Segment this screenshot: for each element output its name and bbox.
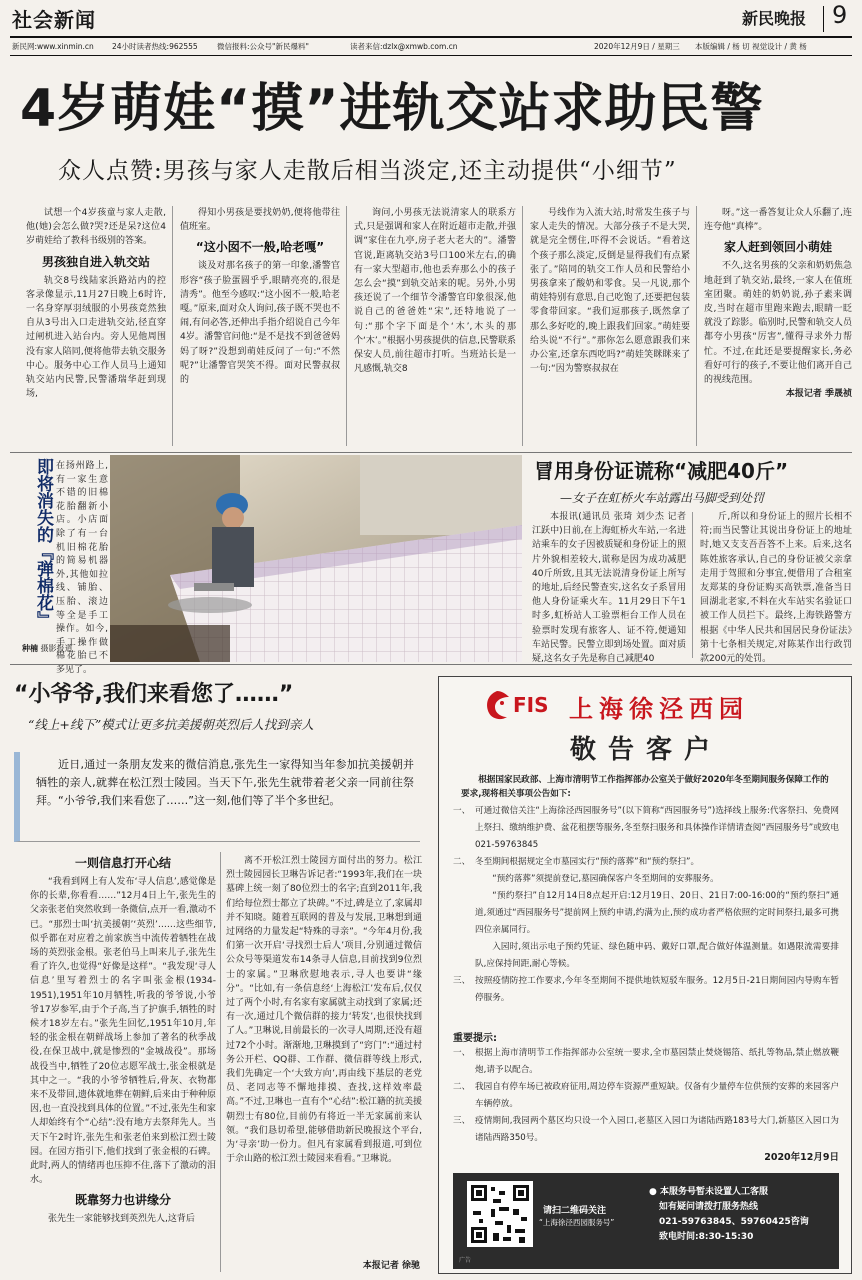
cotton-photo-illustration	[110, 455, 522, 662]
ad-intro: 根据国家民政部、上海市清明节工作指挥部办公室关于做好2020年冬至期间服务保障工作的要求,现将相关事项公告如下:	[461, 775, 829, 799]
ad-list-item	[453, 854, 839, 871]
lead-col-1	[26, 206, 166, 450]
veteran-subhead-1: 一则信息打开心结	[74, 856, 171, 870]
ad-contact	[649, 1185, 835, 1245]
col-divider	[172, 206, 173, 446]
lead-text-3: 询问,小男孩无法说清家人的联系方式,只是强调和家人在附近超市走散,并强调“家住在九亭,房子老大老大的”。潘警官说,距离轨交站3号口100米左右,的确有一家大型超市,他也丢弃那么小的孩子怎么会“摸”到轨交站来的呢。另外,小男孩还说了一个细节令潘警官印象很深,他说自己的爸爸姓“宋”,还特地说了一句:“那个字下面是个‘木’,木头的那个‘木’。”根据小男孩提供的信息,民警联系保安人员,前往超市打听。当班站长是一凡感慨,轨交8	[354, 208, 516, 375]
lead-text-2a: 得知小男孩是要找奶奶,便将他带往值班室。	[180, 208, 340, 233]
ad-list-number	[453, 939, 475, 973]
ad-logo	[483, 689, 553, 723]
page-number: 9	[832, 1, 848, 29]
photo-credit-name: 种楠	[22, 644, 38, 653]
veteran-text-2: 离不开松江烈士陵园方面付出的努力。松江烈士陵园园长卫琳告诉记者:“1993年,我们在一块墓碑上统一刻了80位烈士的名字;直到2011年,我们给每位烈士都立了块碑。”不过,碑是立了,家属却并不知晓。随着互联网的普及与发展,卫琳想到通过网络的力量发起“特殊的寻亲”。“今年4月份,我们第一次开启‘寻找烈士后人’项目,分别通过微信公众号等渠道发布14条寻人信息,目前找到9位烈士的家属。”卫琳欣慰地表示,寻人也要讲“缘分”。“比如,有一条信息经‘上海松江’发布后,仅仅过了两个小时,有名家有家属就主动找到了家属;还有一次,通过几个微信群的接力‘转发’,也很快找到了人。”卫琳说,目前最长的一次寻人周期,还没有超过72个小时。渐渐地,卫琳摸到了“窍门”:“通过村务公开栏、QQ群、工作群、微信群等线上形式,我们先确定一个‘大致方向’,再由线下基层的老党员、老同志等不懈地排摸、查找,这样效率最高。”不过,卫琳也一直有个“心结”:松江籍的抗美援朝烈士有80位,目前仍有将近一半无家属前来认领。“我们恳切希望,能够借助新民晚报这个平台,为‘寻亲’助一份力。但凡有家属看到报道,可到位于佘山路的松江烈士陵园来看看。”卫琳说。	[226, 856, 422, 1165]
ad-items	[453, 803, 839, 1007]
info-bar	[12, 41, 852, 53]
ad-date: 2020年12月9日	[764, 1152, 839, 1163]
lead-intro: 试想一个4岁孩童与家人走散,他(她)会怎么做?哭?还是呆?这位4岁萌娃给了教科书级别的答案。	[26, 208, 166, 247]
ad-list-item	[453, 871, 839, 888]
ad-title: 上海徐泾西园	[569, 695, 749, 723]
contact-line-2: 如有疑问请拨打服务热线	[659, 1202, 759, 1212]
veteran-headline: “小爷爷,我们来看您了……”	[14, 682, 294, 707]
lead-col-2	[180, 206, 340, 450]
info-staff: 本版编辑 / 杨 切 视觉设计 / 黄 杨	[695, 42, 807, 51]
lead-subhead-1: 男孩独自进入轨交站	[41, 254, 150, 269]
qr-caption-2: “上海徐泾西园服务号”	[539, 1218, 615, 1227]
ad-footer	[453, 1173, 839, 1269]
lead-byline: 本报记者 季晟祯	[785, 389, 852, 400]
photo-caption-box	[12, 458, 108, 675]
info-website: 新民网:www.xinmin.cn	[12, 42, 94, 51]
col-divider	[522, 206, 523, 446]
ad-list-item	[453, 973, 839, 1007]
veteran-byline: 本报记者 徐驰	[362, 1261, 420, 1271]
veteran-lead-box	[14, 752, 420, 842]
ad-brand: FIS	[513, 693, 549, 717]
lead-col-5	[704, 206, 852, 450]
ad-list-item	[453, 1045, 839, 1079]
col-divider	[220, 852, 221, 1272]
ad-list-item	[453, 939, 839, 973]
ad-tips-title: 重要提示:	[453, 1033, 497, 1044]
col-divider	[346, 206, 347, 446]
ad-block	[438, 676, 852, 1274]
qr-code	[467, 1181, 533, 1247]
veteran-text-1b: 张先生一家能够找到英烈先人,这背后	[48, 1214, 195, 1225]
paper-name: 新民晚报	[742, 9, 807, 28]
photo-story-body: 在扬州路上,有一家生意不错的旧棉花胎翻新小店。小店面除了有一台机旧棉花胎的简易机器外,其他如拉线、铺胎、压胎、滚边等全是手工操作。如今,手工操作做棉花胎已不多见了。	[56, 461, 108, 675]
ad-list-text: 我园自有停车场已被政府征用,周边停车资源严重短缺。仅备有少量停车位供预约安葬的来园客户车辆停放。	[475, 1082, 839, 1109]
id-text-2: 斤,所以和身份证上的照片长相不符;而当民警让其说出身份证上的地址时,她又支支吾吾答不上来。后来,这名陈姓旅客承认,自己的身份证被父亲拿走用于驾照和分事宜,便借用了合租室友郑某的身份证购买高铁票,准备当日回湖北老家,不料在火车站实名验证口被工作人员拦下。最终,上海铁路警方根据《中华人民共和国居民身份证法》第十七条相关规定,对陈某作出行政罚款200元的处罚。	[700, 512, 852, 665]
lead-text-5a: 呀。”这一番答复让众人乐翻了,连连夸他“真棒”。	[704, 208, 852, 233]
lead-headline: 4岁萌娃“摸”进轨交站求助民警	[20, 79, 764, 139]
lead-subhead-3: 家人赶到领回小萌娃	[723, 240, 832, 255]
col-divider	[692, 512, 693, 658]
ad-list-text: 按照疫情防控工作要求,今年冬至期间不提供地铁短驳车服务。12月5日-21日期间园内导购车暂停服务。	[475, 976, 839, 1003]
lead-col-4	[530, 206, 690, 450]
ad-list-text: 根据上海市清明节工作指挥部办公室统一要求,全市墓园禁止焚烧锡箔、纸扎等物品,禁止燃放鞭炮,请予以配合。	[475, 1048, 839, 1075]
ad-corner: 广告	[459, 1257, 472, 1264]
info-rule	[10, 55, 852, 56]
veteran-col-1	[30, 850, 216, 1274]
lead-text-4: 号线作为入流大站,时常发生孩子与家人走失的情况。大部分孩子不是大哭,就是完全愣住,吓得不会说话。“看着这个孩子那么淡定,反倒是显得我们有点紧张了。”陪同的轨交工作人员和民警给小男孩拿来了酸奶和零食。吴一凡说,那个萌娃特别有意思,自己吃饱了,还要把包装零食带回家。“我们逗那孩子,既然拿了那么多好吃的,晚上跟我们回家。”萌娃要给头说“不行”。”那你怎么愿意跟我们来办公室,还拿东西吃吗?”萌娃笑眯眯来了一句:“因为警察叔叔在	[530, 208, 690, 375]
lead-subhead-2: “这小囡不一般,哈老嘎”	[195, 240, 325, 255]
ad-list-text: “预约落葬”须提前登记,墓园确保客户冬至期间的安葬服务。	[492, 874, 719, 884]
ad-list-text: 冬至期间根据规定全市墓园实行“预约落葬”和“预约祭扫”。	[475, 857, 700, 867]
ad-list-text: 入园时,须出示电子预约凭证、绿色随申码、戴好口罩,配合做好体温测量。如遇限流需要排队,应保持间距,耐心等候。	[475, 942, 839, 969]
ad-list-text: 可通过微信关注“上海徐泾西园服务号”(以下简称“西园服务号”)选择线上服务:代客祭扫、免费网上祭扫、缴纳维护费、盆花租摆等服务,冬至祭扫服务和具体操作详情请查阅“西园服务号”或致电021-59763845	[475, 806, 839, 850]
veteran-text-1: “我看到网上有人发布‘寻人信息’,感觉像是你的长辈,你看看……”12月4日上午,张先生的父亲张老伯突然收到一条微信,点开一看,激动不已。“那烈士叫‘抗美援朝’‘英烈’……这些细节,似乎都在对应着之前家族当中流传着牺牲在战场的英烈张金根。张老伯马上叫来儿子,张先生看了许久,也觉得“好像是这样”。“我发现‘寻人信息’里写着烈士的名字叫张金根(1934-1951),1951年10月牺牲,听我的爷爷说,小爷爷17岁参军,由于个子高,当了护旗手,牺牲的时候才18岁左右。”张先生回忆,1951年10月,年轻的张金根在朝鲜战场上参加了著名的秋季战役,在保卫战中,就是惨烈的“金城战役”。那场战役当中,牺牲了20位志愿军战士,张金根就是其中之一。“我的小爷爷牺牲后,骨灰、衣物都来不及带回,遗体就地葬在朝鲜,后来由于种种原因,也一直没找到具体的位置。”不过,张先生和家人却始终有个“心结”:没有地方去祭拜先人。当天下午2时许,张先生和张老伯来到松江烈士陵园。在园方指引下,他们找到了张金根的石碑。此时,两人的情绪再也压抑不住,落下了激动的泪水。	[30, 877, 216, 1186]
ad-list-number	[453, 888, 475, 939]
col-divider	[696, 206, 697, 446]
contact-line-4: 致电时间:8:30-15:30	[659, 1232, 754, 1242]
id-text-1: 本报讯(通讯员 张琦 刘少杰 记者 江跃中)日前,在上海虹桥火车站,一名进站乘车的女子因被质疑和身份证上的照片外貌相差较大,谎称是因为成功减肥40斤所致,且其无法说清身份证上所写的地址,后经民警查实,这名女子系冒用他人身份证乘火车。11月29日下午1时多,虹桥站人工验票柜台工作人员在验票时发现有旅客人、证不符,便通知车站民警。民警立即到场处置。面对质疑,这名女子先是称自己减肥40	[532, 512, 686, 665]
masthead-rule	[10, 36, 852, 38]
ad-notice: 敬告客户	[569, 735, 722, 765]
qr-code-icon	[467, 1181, 533, 1247]
id-col-2	[700, 510, 852, 665]
veteran-subhead-2: 既靠努力也讲缘分	[74, 1193, 171, 1208]
ad-tips	[453, 1045, 839, 1147]
section-title: 社会新闻	[12, 8, 96, 32]
ad-list-number: 二、	[453, 857, 471, 867]
masthead-divider	[823, 6, 824, 32]
ad-list-number: 一、	[453, 806, 471, 816]
id-subhead: —女子在虹桥火车站露出马脚受到处罚	[560, 491, 765, 505]
ad-list-number: 二、	[453, 1082, 471, 1092]
photo-credit-role: 摄影报道	[40, 644, 73, 653]
section-rule	[10, 664, 852, 665]
lead-text-1: 轨交8号线陆家浜路站内的控客录像显示,11月27日晚上6时许,一名身穿厚羽绒服的小男孩竟然独自从3号出入口走进轨交站,径直穿过闸机进入站台内。旁人见他周围没有家人陪同,便将他带去轨交服务中心。服务中心工作人员马上通知轨交站内民警,民警潘瑞华赶到现场,	[26, 275, 166, 400]
masthead	[0, 0, 862, 38]
ad-list-item	[453, 1113, 839, 1147]
contact-line-3: 021-59763845、59760425咨询	[659, 1217, 809, 1227]
info-weixin: 微信报料:公众号"新民爆料"	[217, 42, 309, 51]
info-hotline: 24小时读者热线:962555	[112, 42, 198, 51]
photo-story-title: 即将消失的『弹棉花』	[33, 458, 53, 628]
ad-list-number: 三、	[453, 1116, 471, 1126]
photo-credit	[22, 643, 112, 654]
veteran-subhead: “线上+线下”模式让更多抗美援朝英烈后人找到亲人	[28, 717, 314, 732]
lead-subhead: 众人点赞:男孩与家人走散后相当淡定,还主动提供“小细节”	[58, 158, 677, 184]
section-rule	[10, 452, 852, 453]
ad-list-text: 疫情期间,我园两个墓区均只设一个入园口,老墓区入园口为诸陆西路183号大门,新墓区入园口为诸陆西路350号。	[475, 1116, 839, 1143]
veteran-col-2	[226, 854, 422, 1260]
qr-caption-1: 请扫二维码关注	[543, 1206, 607, 1216]
bird-logo-icon	[483, 689, 511, 723]
id-col-1	[532, 510, 686, 665]
veteran-lead: 近日,通过一条朋友发来的微信消息,张先生一家得知当年参加抗美援朝并牺牲的亲人,就葬在松江烈士陵园。当天下午,张先生就带着老父亲一同前往祭拜。“小爷爷,我们来看您了……”这一刻,他们等了半个多世纪。	[36, 758, 414, 807]
ad-list-item	[453, 1079, 839, 1113]
ad-list-number	[453, 871, 475, 888]
info-date: 2020年12月9日 / 星期三	[594, 42, 680, 51]
lead-text-5b: 不久,这名男孩的父亲和奶奶焦急地赶到了轨交站,最终,一家人在值班室团聚。萌娃的奶奶说,孙子素来调皮,当时在超市里跑来跑去,眼睛一眨就没了踪影。临别时,民警和轨交人员都夸小男孩“厉害”,懂得寻求外力帮忙。不过,在此还是要提醒家长,务必看好可行的孩子,不要让他们离开自己的视线范围。	[704, 261, 852, 386]
lead-text-2b: 谈及对那名孩子的第一印象,潘警官形容“孩子脸蛋圆乎乎,眼睛亮亮的,很是清秀”。他至今感叹:“这小囡不一般,哈老嘎。”原来,面对众人询问,孩子既不哭也不闹,有问必答,还伸出手指介绍说自己今年4岁。潘警官问他:“是不是找不到爸爸妈妈了呀?”没想到萌娃反问了一句:“不然呢?”让潘警官哭笑不得。面对民警叔叔的	[180, 261, 340, 386]
id-headline: 冒用身份证谎称“减肥40斤”	[534, 459, 789, 483]
lead-col-3	[354, 206, 516, 450]
ad-list-text: “预约祭扫”自12月14日8点起开启:12月19日、20日、21日7:00-16:00的“预约祭扫”通道,须通过“西园服务号”提前网上预约申请,约满为止,预约成功者严格依照约定时间祭扫,最多可携四位亲属同行。	[475, 891, 839, 935]
info-email: 读者来信:dzlx@xmwb.com.cn	[350, 42, 458, 51]
ad-list-item	[453, 888, 839, 939]
ad-list-number: 一、	[453, 1048, 471, 1058]
cotton-photo	[110, 455, 522, 662]
ad-list-number: 三、	[453, 976, 471, 986]
ad-list-item	[453, 803, 839, 854]
contact-line-1: ● 本服务号暂未设置人工客服	[649, 1187, 768, 1197]
